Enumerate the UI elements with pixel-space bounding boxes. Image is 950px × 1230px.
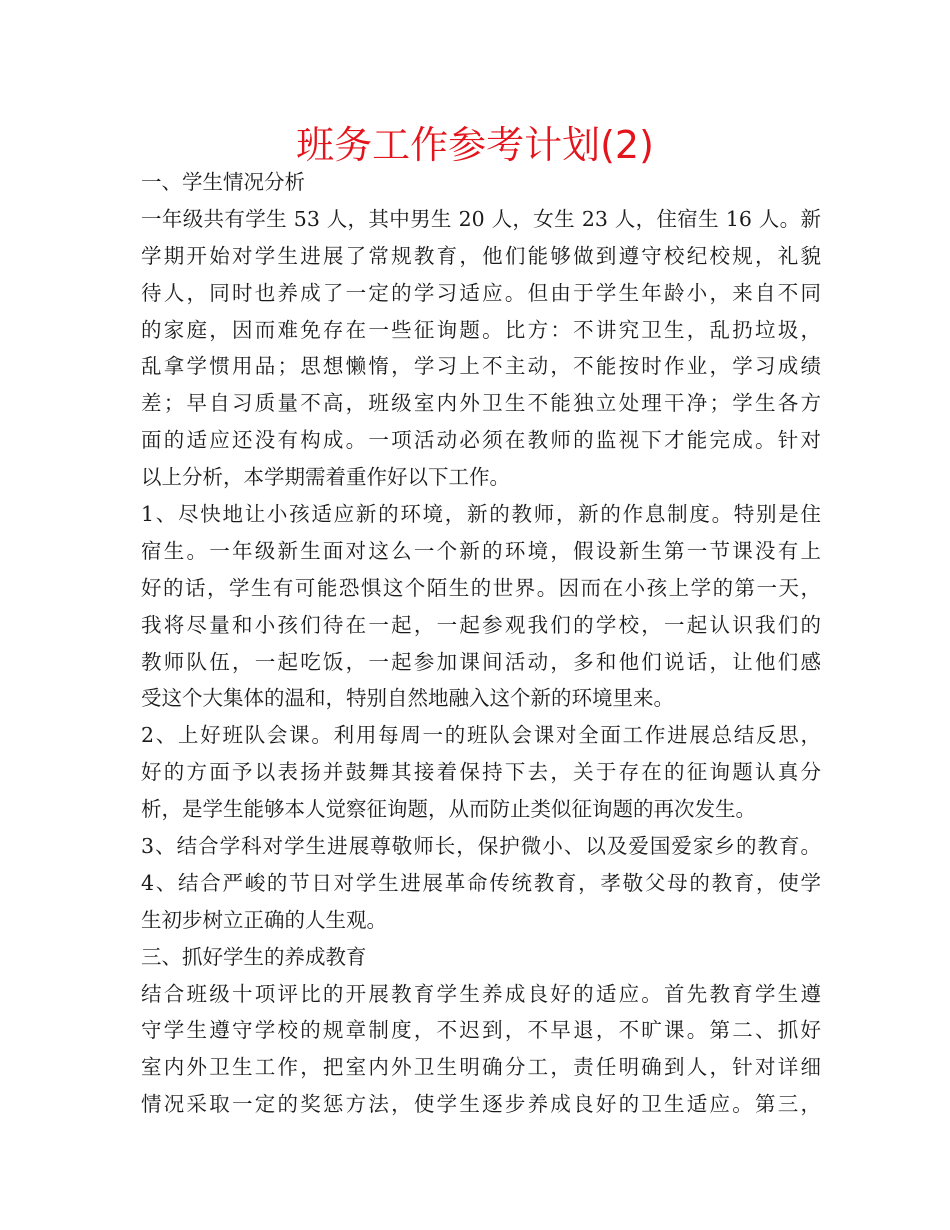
paragraph-line: 3、结合学科对学生进展尊敬师长，保护微小、以及爱国爱家乡的教育。 [141,834,821,859]
paragraph-line: 情况采取一定的奖惩方法，使学生逐步养成良好的卫生适应。第三， [141,1092,821,1117]
paragraph-line: 好的方面予以表扬并鼓舞其接着保持下去，关于存在的征询题认真分 [141,760,821,785]
paragraph-line: 受这个大集体的温和，特别自然地融入这个新的环境里来。 [141,686,674,711]
paragraph-line: 守学生遵守学校的规章制度，不迟到，不早退，不旷课。第二、抓好 [141,1018,821,1043]
paragraph-line: 析，是学生能够本人觉察征询题，从而防止类似征询题的再次发生。 [141,797,756,822]
document-body [141,164,821,1123]
paragraph-line: 一、学生情况分析 [141,170,305,194]
paragraph-line: 以上分析，本学期需着重作好以下工作。 [141,465,510,490]
paragraph-line: 乱拿学惯用品；思想懒惰，学习上不主动，不能按时作业，学习成绩 [141,354,821,379]
paragraph-line: 待人，同时也养成了一定的学习适应。但由于学生年龄小，来自不同 [141,280,821,305]
paragraph-line: 学期开始对学生进展了常规教育，他们能够做到遵守校纪校规，礼貌 [141,243,821,268]
paragraph-line: 生初步树立正确的人生观。 [141,907,387,932]
paragraph-line: 1、尽快地让小孩适应新的环境，新的教师，新的作息制度。特别是住 [141,502,821,527]
paragraph-line: 结合班级十项评比的开展教育学生养成良好的适应。首先教育学生遵 [141,981,821,1006]
paragraph-line: 好的话，学生有可能恐惧这个陌生的世界。因而在小孩上学的第一天， [141,575,821,600]
paragraph-line: 面的适应还没有构成。一项活动必须在教师的监视下才能完成。针对 [141,428,821,453]
paragraph-line: 2、上好班队会课。利用每周一的班队会课对全面工作进展总结反思， [141,723,821,748]
paragraph-line: 宿生。一年级新生面对这么一个新的环境，假设新生第一节课没有上 [141,538,821,563]
document-title: 班务工作参考计划(2) [296,123,654,167]
paragraph-line: 的家庭，因而难免存在一些征询题。比方：不讲究卫生，乱扔垃圾， [141,317,821,342]
paragraph-line: 教师队伍，一起吃饭，一起参加课间活动，多和他们说话，让他们感 [141,649,821,674]
paragraph-line: 一年级共有学生 53 人，其中男生 20 人，女生 23 人，住宿生 16 人。新 [141,206,821,231]
paragraph-line: 室内外卫生工作，把室内外卫生明确分工，责任明确到人，针对详细 [141,1055,821,1080]
paragraph-line: 三、抓好学生的养成教育 [141,944,367,969]
paragraph-line: 4、结合严峻的节日对学生进展革命传统教育，孝敬父母的教育，使学 [141,870,821,895]
paragraph-line: 差；早自习质量不高，班级室内外卫生不能独立处理干净；学生各方 [141,391,821,416]
paragraph-line: 我将尽量和小孩们待在一起，一起参观我们的学校，一起认识我们的 [141,612,821,637]
